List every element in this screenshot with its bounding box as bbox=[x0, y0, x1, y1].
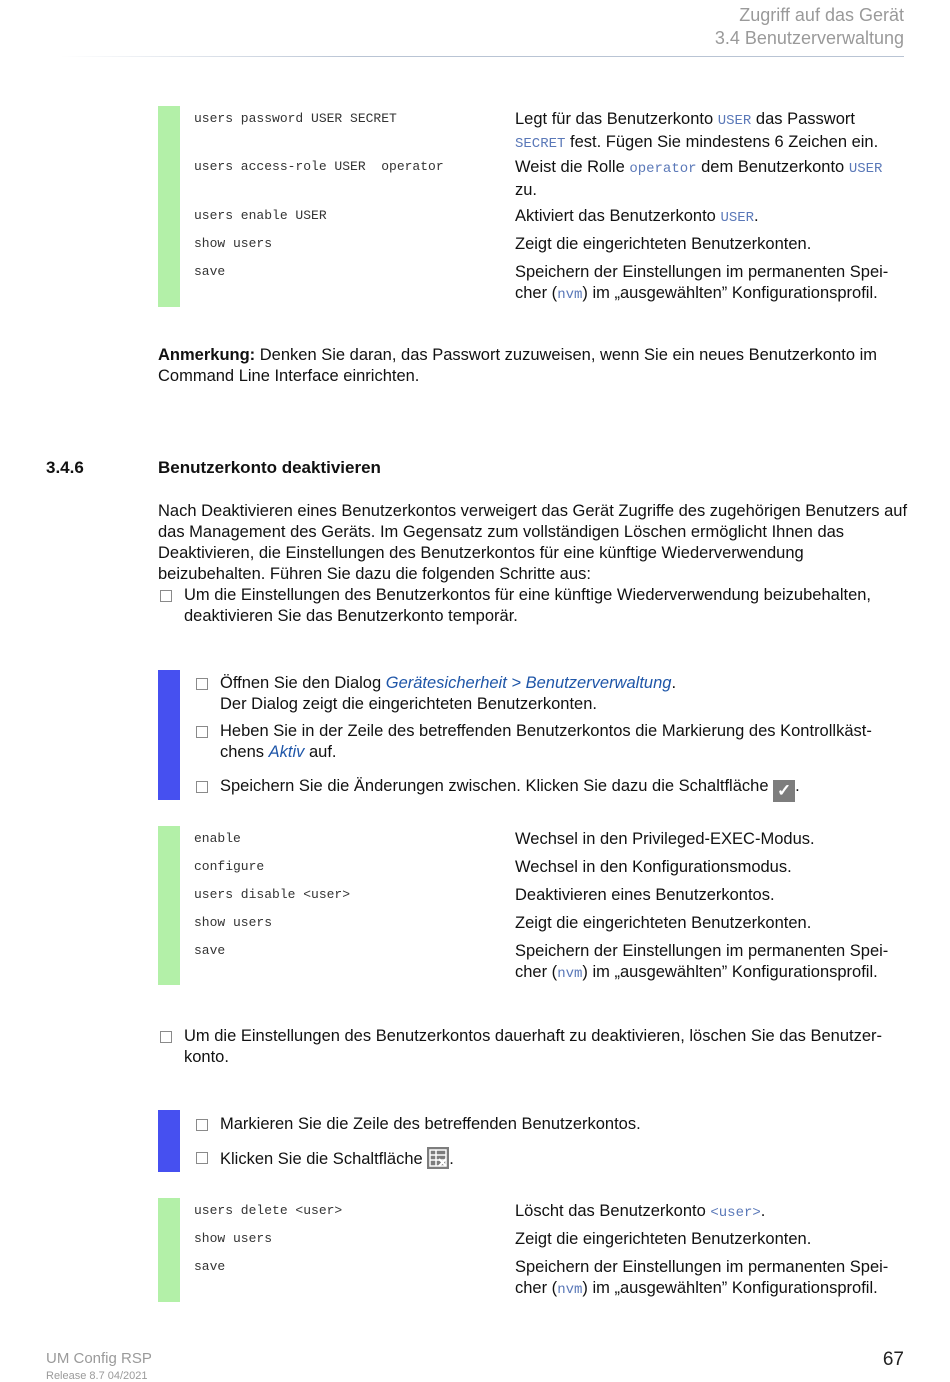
step-text: Speichern Sie die Änderungen zwischen. Klicken Sie dazu die Schaltfläche bbox=[220, 777, 774, 795]
note-text: Denken Sie daran, das Passwort zuzuweisen, wenn Sie ein neues Benutzerkonto im Command Line Interface einrichten. bbox=[158, 346, 878, 385]
header-divider bbox=[60, 56, 904, 57]
running-header-section: 3.4 Benutzerverwaltung bbox=[714, 28, 904, 48]
cli-block-marker bbox=[158, 106, 180, 307]
inline-code: operator bbox=[629, 161, 697, 177]
checkbox-icon bbox=[160, 590, 172, 602]
gui-block-marker bbox=[158, 1110, 180, 1172]
inline-code: nvm bbox=[557, 287, 583, 303]
cli-command: show users bbox=[194, 1231, 273, 1246]
checkbox-icon bbox=[196, 726, 208, 738]
checkbox-icon bbox=[196, 781, 208, 793]
step-text-end: auf. bbox=[304, 743, 337, 761]
section-title: Benutzerkonto deaktivieren bbox=[158, 458, 381, 477]
inline-code: nvm bbox=[557, 966, 583, 982]
inline-code: USER bbox=[720, 210, 755, 226]
cli-description: Aktiviert das Benutzerkonto USER. bbox=[515, 207, 759, 226]
menu-path: Gerätesicherheit > Benutzerverwaltung bbox=[385, 674, 672, 692]
step-text: Heben Sie in der Zeile des betreffenden Benutzerkontos die Markierung des Kontrollkäst-chens bbox=[220, 722, 872, 761]
cli-description: Löscht das Benutzerkonto <user>. bbox=[515, 1202, 766, 1221]
cli-command: enable bbox=[194, 831, 241, 846]
page-number: 67 bbox=[882, 1349, 904, 1370]
inline-code: USER bbox=[717, 113, 752, 129]
cli-command: users disable <user> bbox=[194, 887, 351, 902]
cli-command: save bbox=[194, 943, 226, 958]
checkbox-icon bbox=[196, 678, 208, 690]
menu-path: Aktiv bbox=[268, 743, 305, 761]
cli-command: show users bbox=[194, 915, 273, 930]
cli-command: save bbox=[194, 264, 226, 279]
cli-description: Deaktivieren eines Benutzerkontos. bbox=[515, 886, 775, 904]
cli-command: save bbox=[194, 1259, 226, 1274]
step-text-end: . bbox=[671, 674, 677, 692]
checkbox-icon bbox=[196, 1119, 208, 1131]
cli-command: show users bbox=[194, 236, 273, 251]
note-label: Anmerkung: bbox=[158, 346, 256, 364]
step-text-end: . bbox=[795, 777, 800, 795]
step-text: Öffnen Sie den Dialog bbox=[220, 674, 386, 692]
checkbox-icon bbox=[196, 1152, 208, 1164]
intro-paragraph: Nach Deaktivieren eines Benutzerkontos verweigert das Gerät Zugriffe des zugehörigen Benutzers auf das Management des Geräts. Im Gegensatz zum vollständigen Löschen ermöglicht Ihnen das Deaktivieren, die Einstellungen des Benutzerkontos für eine künftige Wiederverwendung beizubehalten. Führen Sie dazu die folgenden Schritte aus: bbox=[158, 502, 908, 583]
checkmark-icon: ✓ bbox=[773, 780, 795, 802]
cli-description: Weist die Rolle operator dem Benutzerkonto USER zu. bbox=[515, 158, 883, 199]
cli-description: Speichern der Einstellungen im permanenten Spei-cher (nvm) im „ausgewählten” Konfigurationsprofil. bbox=[515, 942, 889, 982]
note-paragraph bbox=[158, 345, 908, 387]
inline-code: <user> bbox=[710, 1205, 761, 1221]
cli-description: Wechsel in den Konfigurationsmodus. bbox=[515, 858, 792, 876]
cli-description: Wechsel in den Privileged-EXEC-Modus. bbox=[515, 830, 815, 848]
cli-command: configure bbox=[194, 859, 265, 874]
footer-release: Release 8.7 04/2021 bbox=[46, 1370, 148, 1382]
cli-description: Speichern der Einstellungen im permanenten Spei-cher (nvm) im „ausgewählten” Konfigurationsprofil. bbox=[515, 263, 889, 303]
bullet-text: Um die Einstellungen des Benutzerkontos für eine künftige Wiederverwendung beizubehalten, deaktivieren Sie das Benutzerkonto temporär. bbox=[184, 586, 872, 625]
bullet-text: Um die Einstellungen des Benutzerkontos dauerhaft zu deaktivieren, löschen Sie das Benutzer-konto. bbox=[184, 1027, 882, 1066]
inline-code: SECRET bbox=[515, 136, 566, 152]
cli-command: users password USER SECRET bbox=[194, 111, 397, 126]
inline-code: nvm bbox=[557, 1282, 583, 1298]
delete-table-icon bbox=[427, 1147, 449, 1169]
cli-command: users delete <user> bbox=[194, 1203, 343, 1218]
cli-description: Zeigt die eingerichteten Benutzerkonten. bbox=[515, 1230, 812, 1248]
cli-command: users enable USER bbox=[194, 208, 327, 223]
checkbox-icon bbox=[160, 1031, 172, 1043]
footer-doc-title: UM Config RSP bbox=[46, 1350, 152, 1367]
step-text-end: . bbox=[449, 1150, 454, 1168]
running-header-chapter: Zugriff auf das Gerät bbox=[739, 5, 904, 25]
cli-command: users access-role USER operator bbox=[194, 159, 444, 174]
cli-description: Legt für das Benutzerkonto USER das Passwort SECRET fest. Fügen Sie mindestens 6 Zeichen ein. bbox=[515, 110, 879, 152]
step-text: Markieren Sie die Zeile des betreffenden Benutzerkontos. bbox=[220, 1115, 641, 1133]
cli-description: Zeigt die eingerichteten Benutzerkonten. bbox=[515, 235, 812, 253]
cli-block-marker bbox=[158, 1198, 180, 1302]
gui-block-marker bbox=[158, 670, 180, 800]
cli-block-marker bbox=[158, 826, 180, 985]
step-result: Der Dialog zeigt die eingerichteten Benutzerkonten. bbox=[220, 695, 597, 713]
inline-code: USER bbox=[848, 161, 883, 177]
section-number: 3.4.6 bbox=[46, 458, 84, 477]
cli-description: Speichern der Einstellungen im permanenten Spei-cher (nvm) im „ausgewählten” Konfigurationsprofil. bbox=[515, 1258, 889, 1298]
step-text: Klicken Sie die Schaltfläche bbox=[220, 1150, 428, 1168]
cli-description: Zeigt die eingerichteten Benutzerkonten. bbox=[515, 914, 812, 932]
